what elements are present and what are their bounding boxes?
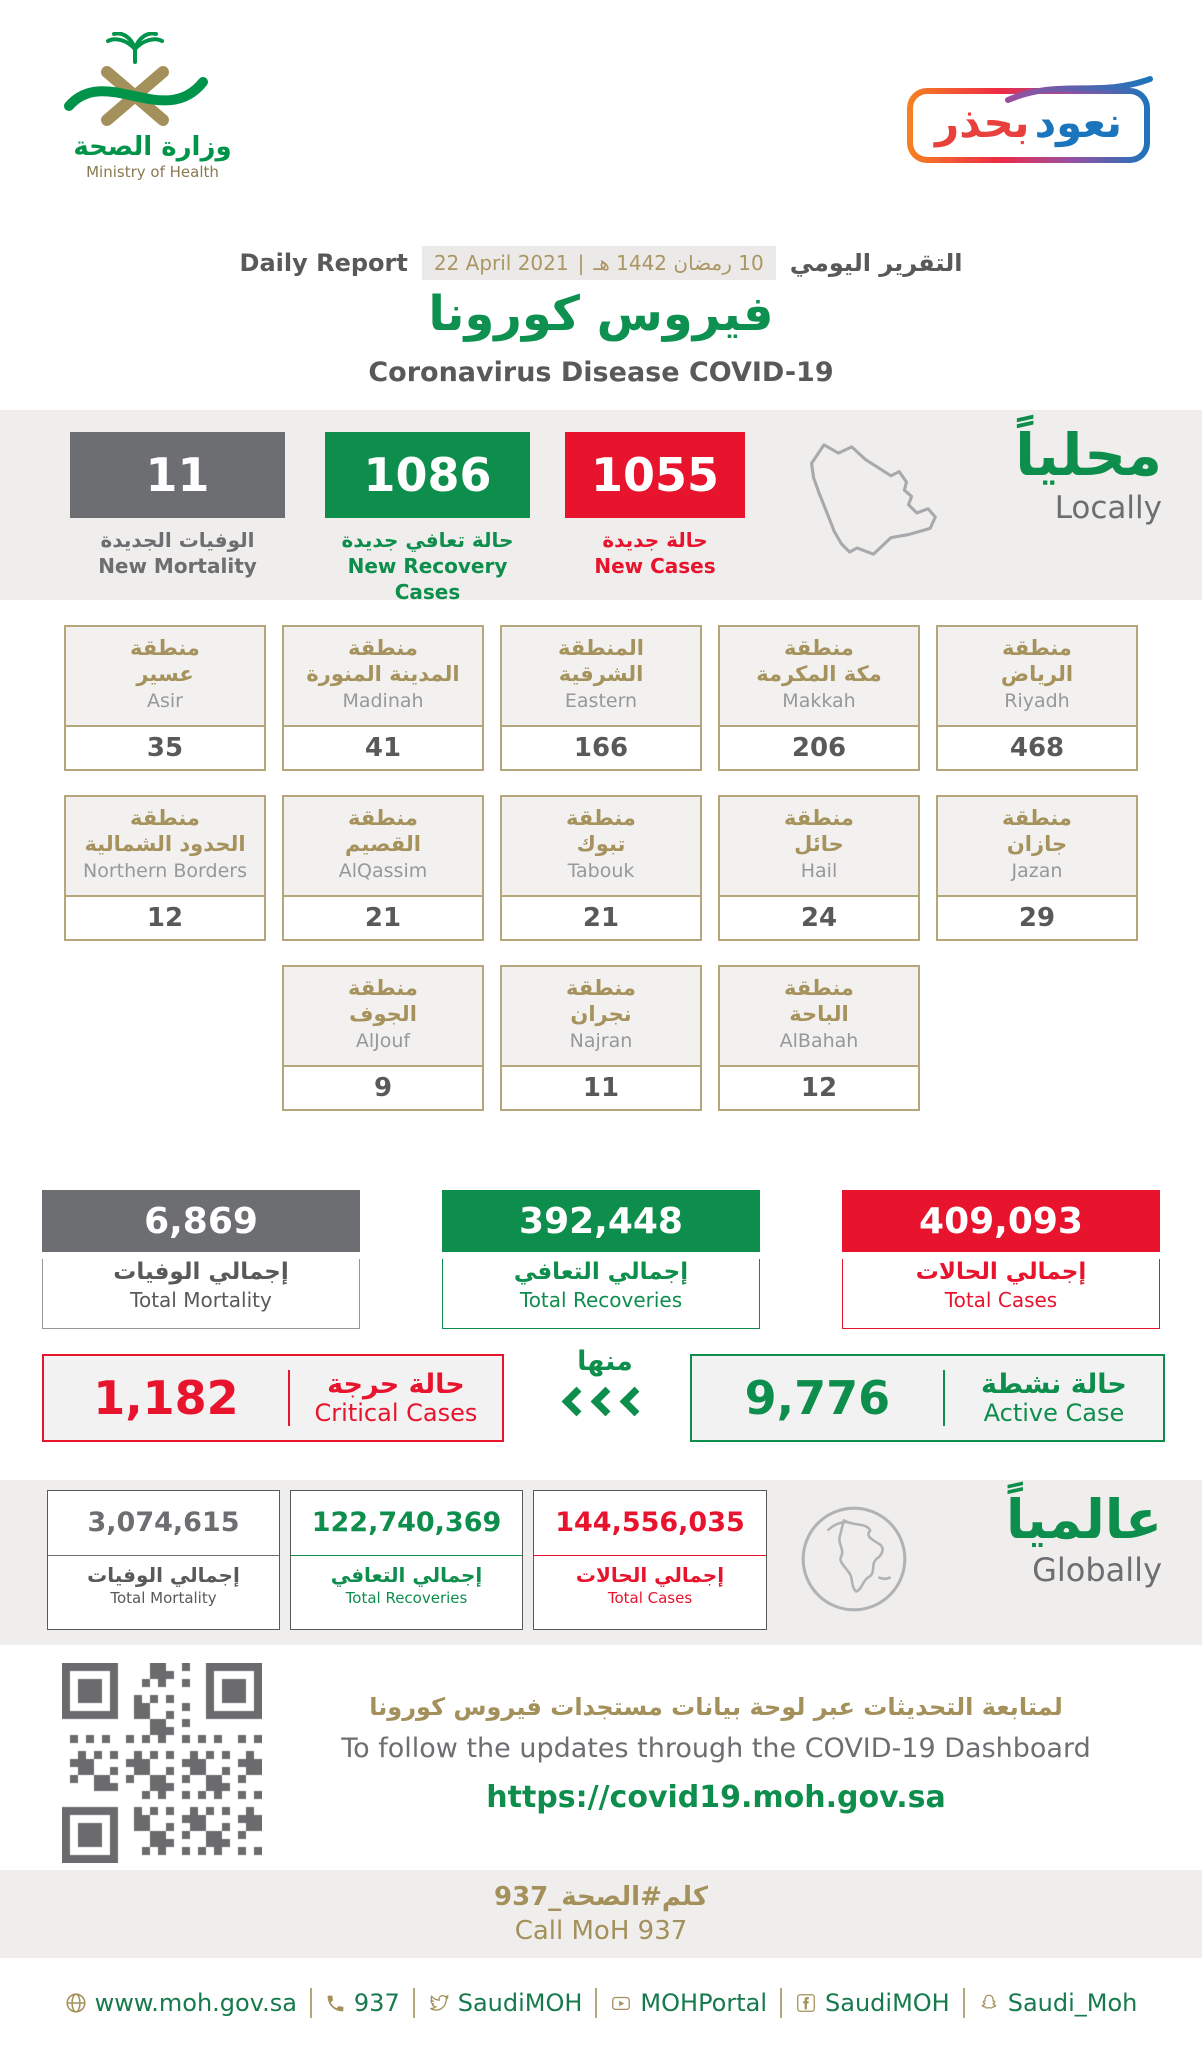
region-name-en: Jazan xyxy=(1011,859,1063,882)
active-cases-label-ar: حالة نشطة xyxy=(981,1368,1127,1400)
call-moh-en: Call MoH 937 xyxy=(514,1916,688,1946)
locally-heading-ar: محلياً xyxy=(1015,421,1162,489)
logo-arabic-name: وزارة الصحة xyxy=(73,132,232,162)
header-section xyxy=(0,0,1202,410)
global-mortality-label-ar: إجمالي الوفيات xyxy=(87,1563,240,1587)
total-mortality-value: 6,869 xyxy=(42,1190,360,1252)
total-recoveries-label-en: Total Recoveries xyxy=(519,1287,683,1312)
global-recoveries-value: 122,740,369 xyxy=(291,1491,522,1556)
regions-row-3 xyxy=(0,965,1202,1111)
new-recovery-label-ar: حالة تعافي جديدة xyxy=(341,528,514,552)
moh-logo-palm-icon xyxy=(55,32,215,132)
report-title-english: Coronavirus Disease COVID-19 xyxy=(368,357,834,388)
region-card-alqassim xyxy=(282,795,484,941)
region-name-ar: المدينة المنورة xyxy=(306,662,460,687)
globe-icon xyxy=(65,1992,87,2014)
daily-report-label-ar: التقرير اليومي xyxy=(789,249,963,277)
dashboard-note xyxy=(300,1693,1132,1815)
twitter-icon xyxy=(428,1992,450,2014)
footer-divider xyxy=(310,1988,312,2018)
new-mortality-label-en: New Mortality xyxy=(98,554,257,578)
region-card-eastern xyxy=(500,625,702,771)
new-cases-label-ar: حالة جديدة xyxy=(602,528,708,552)
badge-word-right: نعود xyxy=(1034,98,1122,147)
region-card-asir xyxy=(64,625,266,771)
region-name-ar: منطقة xyxy=(566,806,636,830)
date-gregorian: 22 April 2021 xyxy=(433,251,569,275)
footer-link-snapchat[interactable] xyxy=(978,1989,1138,2017)
local-totals-section xyxy=(0,1180,1202,1330)
region-name-en: AlQassim xyxy=(338,859,428,882)
globally-heading-ar: عالمياً xyxy=(1006,1488,1162,1551)
new-mortality-stat xyxy=(70,432,285,579)
region-card-northern-borders xyxy=(64,795,266,941)
footer-link-text: 937 xyxy=(353,1989,400,2017)
region-name-ar: الشرقية xyxy=(558,662,644,687)
global-mortality-box xyxy=(47,1490,280,1630)
footer-divider xyxy=(780,1988,782,2018)
global-cases-box xyxy=(533,1490,767,1630)
total-cases-label-ar: إجمالي الحالات xyxy=(915,1259,1087,1285)
region-name-en: Northern Borders xyxy=(83,859,247,882)
active-cases-value: 9,776 xyxy=(744,1371,891,1425)
footer-link-youtube[interactable] xyxy=(610,1989,767,2017)
globally-heading xyxy=(1006,1490,1162,1589)
region-name-ar: الجوف xyxy=(349,1002,417,1027)
region-value: 9 xyxy=(284,1067,482,1109)
qr-code xyxy=(62,1663,262,1863)
report-title-arabic: فيروس كورونا xyxy=(428,286,774,342)
active-cases-box xyxy=(690,1354,1165,1442)
footer-link-phone[interactable] xyxy=(325,1989,400,2017)
footer-link-text: MOHPortal xyxy=(640,1989,768,2017)
region-value: 29 xyxy=(938,897,1136,939)
footer-divider xyxy=(963,1988,965,2018)
region-value: 12 xyxy=(66,897,264,939)
region-card-hail xyxy=(718,795,920,941)
region-name-ar: منطقة xyxy=(348,806,418,830)
region-name-en: Madinah xyxy=(342,689,424,712)
footer-link-text: Saudi_Moh xyxy=(1007,1989,1138,2017)
region-name-ar: عسير xyxy=(136,662,194,687)
global-cases-value: 144,556,035 xyxy=(534,1491,766,1556)
region-value: 468 xyxy=(938,727,1136,769)
new-mortality-label-ar: الوفيات الجديدة xyxy=(100,528,255,552)
global-mortality-value: 3,074,615 xyxy=(48,1491,279,1556)
new-cases-value: 1055 xyxy=(565,432,745,518)
region-value: 12 xyxy=(720,1067,918,1109)
region-name-en: Tabouk xyxy=(567,859,635,882)
total-recoveries-label-ar: إجمالي التعافي xyxy=(513,1259,689,1285)
call-moh-ar: كلم#الصحة_937 xyxy=(494,1882,708,1912)
global-recoveries-box xyxy=(290,1490,523,1630)
region-name-ar: تبوك xyxy=(576,832,626,857)
dashboard-url[interactable]: https://covid19.moh.gov.sa xyxy=(486,1780,946,1815)
region-name-ar: الرياض xyxy=(1000,662,1074,687)
region-card-madinah xyxy=(282,625,484,771)
report-date-row xyxy=(0,246,1202,280)
daily-report-label-en: Daily Report xyxy=(239,249,408,277)
of-which-indicator xyxy=(540,1346,670,1416)
footer-link-text: www.moh.gov.sa xyxy=(94,1989,297,2017)
region-name-en: Eastern xyxy=(564,689,638,712)
of-which-label: منها xyxy=(577,1346,633,1377)
footer-link-text: SaudiMOH xyxy=(825,1989,950,2017)
region-name-ar: منطقة xyxy=(784,976,854,1000)
region-name-ar: منطقة xyxy=(130,806,200,830)
global-cases-label-en: Total Cases xyxy=(607,1589,693,1607)
region-card-jazan xyxy=(936,795,1138,941)
moh-logo xyxy=(55,32,250,181)
phone-icon xyxy=(325,1993,346,2014)
snapchat-icon xyxy=(978,1992,1000,2014)
global-cases-label-ar: إجمالي الحالات xyxy=(575,1563,725,1587)
new-recovery-label-en: New Recovery Cases xyxy=(347,554,508,604)
region-card-makkah xyxy=(718,625,920,771)
global-mortality-label-en: Total Mortality xyxy=(110,1589,217,1607)
new-recovery-stat xyxy=(325,432,530,605)
facebook-icon xyxy=(795,1992,817,2014)
globally-section xyxy=(0,1480,1202,1645)
new-cases-stat xyxy=(565,432,745,579)
region-name-en: Riyadh xyxy=(1004,689,1070,712)
new-recovery-value: 1086 xyxy=(325,432,530,518)
new-mortality-value: 11 xyxy=(70,432,285,518)
region-name-en: Najran xyxy=(569,1029,633,1052)
region-name-ar: القصيم xyxy=(345,832,421,857)
region-name-ar: نجران xyxy=(570,1002,632,1027)
region-name-en: AlJouf xyxy=(355,1029,411,1052)
regions-section xyxy=(0,600,1202,1180)
logo-english-name: Ministry of Health xyxy=(86,163,219,181)
case-breakdown-section xyxy=(0,1330,1202,1480)
total-cases-box xyxy=(842,1190,1160,1330)
badge-word-left: بحذر xyxy=(935,98,1030,147)
return-with-caution-badge xyxy=(907,88,1150,163)
footer-link-website[interactable] xyxy=(65,1989,297,2017)
left-chevrons-icon xyxy=(540,1391,670,1416)
region-name-en: Asir xyxy=(147,689,183,712)
swoosh-icon xyxy=(1004,72,1154,106)
total-recoveries-box xyxy=(442,1190,760,1330)
total-recoveries-value: 392,448 xyxy=(442,1190,760,1252)
region-name-en: Makkah xyxy=(782,689,856,712)
region-value: 35 xyxy=(66,727,264,769)
region-name-ar: منطقة xyxy=(566,976,636,1000)
active-cases-label-en: Active Case xyxy=(983,1398,1125,1427)
footer-divider xyxy=(595,1988,597,2018)
dashboard-note-en: To follow the updates through the COVID-19 Dashboard xyxy=(341,1733,1091,1764)
locally-section xyxy=(0,410,1202,604)
critical-cases-label-ar: حالة حرجة xyxy=(327,1368,465,1400)
region-value: 41 xyxy=(284,727,482,769)
region-value: 21 xyxy=(502,897,700,939)
region-name-ar: الحدود الشمالية xyxy=(84,832,246,857)
total-mortality-label-ar: إجمالي الوفيات xyxy=(113,1259,289,1285)
regions-row-1 xyxy=(0,625,1202,771)
region-name-en: Hail xyxy=(800,859,838,882)
regions-row-2 xyxy=(0,795,1202,941)
critical-cases-label-en: Critical Cases xyxy=(314,1398,478,1427)
dashboard-section xyxy=(0,1645,1202,1870)
region-name-ar: حائل xyxy=(794,832,844,857)
total-cases-value: 409,093 xyxy=(842,1190,1160,1252)
dashboard-note-ar: لمتابعة التحديثات عبر لوحة بيانات مستجدات فيروس كورونا xyxy=(369,1693,1063,1721)
globally-heading-en: Globally xyxy=(1032,1551,1162,1590)
date-separator: | xyxy=(577,251,585,275)
region-name-ar: منطقة xyxy=(784,636,854,660)
region-name-ar: الباحة xyxy=(789,1002,849,1027)
saudi-map-icon xyxy=(793,432,958,567)
locally-heading-en: Locally xyxy=(1054,489,1162,526)
total-cases-label-en: Total Cases xyxy=(944,1287,1058,1312)
total-mortality-label-en: Total Mortality xyxy=(130,1287,272,1312)
region-name-en: AlBahah xyxy=(779,1029,859,1052)
critical-cases-value: 1,182 xyxy=(93,1371,239,1425)
region-name-ar: جازان xyxy=(1006,832,1068,857)
new-cases-label-en: New Cases xyxy=(594,554,716,578)
critical-cases-box xyxy=(42,1354,504,1442)
region-name-ar: المنطقة xyxy=(557,636,645,660)
globe-icon xyxy=(793,1498,915,1620)
footer-divider xyxy=(413,1988,415,2018)
region-name-ar: منطقة xyxy=(1002,636,1072,660)
footer-links-bar xyxy=(0,1958,1202,2048)
locally-heading xyxy=(1015,421,1162,526)
footer-link-twitter[interactable] xyxy=(428,1989,583,2017)
call-moh-section xyxy=(0,1870,1202,1958)
total-mortality-box xyxy=(42,1190,360,1330)
region-card-tabouk xyxy=(500,795,702,941)
region-value: 21 xyxy=(284,897,482,939)
region-value: 166 xyxy=(502,727,700,769)
region-value: 206 xyxy=(720,727,918,769)
region-name-ar: منطقة xyxy=(130,636,200,660)
footer-link-text: SaudiMOH xyxy=(457,1989,583,2017)
youtube-icon xyxy=(610,1992,632,2014)
date-hijri: 10 رمضان 1442 هـ xyxy=(593,251,764,275)
region-value: 11 xyxy=(502,1067,700,1109)
global-recoveries-label-ar: إجمالي التعافي xyxy=(330,1563,483,1587)
region-card-albahah xyxy=(718,965,920,1111)
footer-link-facebook[interactable] xyxy=(795,1989,950,2017)
region-card-aljouf xyxy=(282,965,484,1111)
global-recoveries-label-en: Total Recoveries xyxy=(345,1589,468,1607)
region-name-ar: مكة المكرمة xyxy=(756,662,882,687)
region-value: 24 xyxy=(720,897,918,939)
region-name-ar: منطقة xyxy=(784,806,854,830)
report-date-badge xyxy=(422,246,776,280)
region-name-ar: منطقة xyxy=(1002,806,1072,830)
region-name-ar: منطقة xyxy=(348,636,418,660)
region-card-riyadh xyxy=(936,625,1138,771)
region-name-ar: منطقة xyxy=(348,976,418,1000)
region-card-najran xyxy=(500,965,702,1111)
